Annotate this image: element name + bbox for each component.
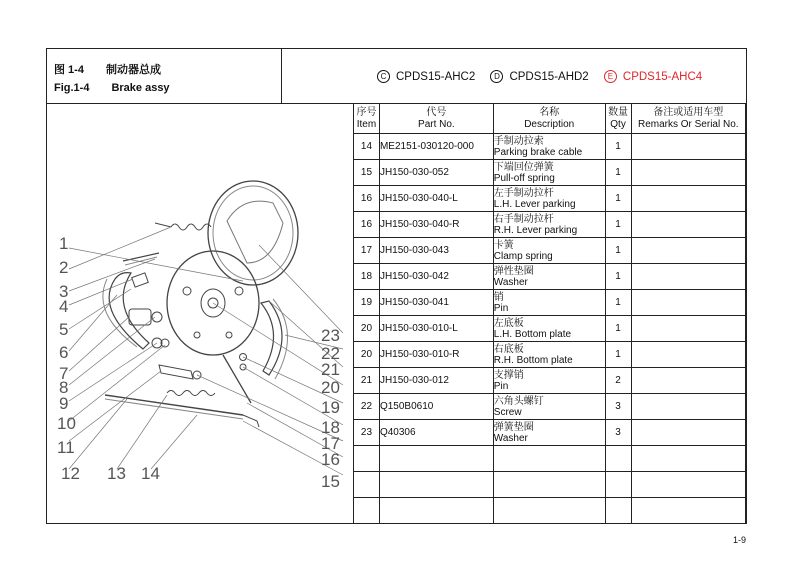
callout-10: 10: [57, 414, 76, 433]
table-row: [354, 264, 746, 290]
circle-c-icon: C: [377, 70, 390, 83]
callout-16: 16: [321, 450, 340, 469]
description-cell: [493, 134, 605, 160]
callout-21: 21: [321, 360, 340, 379]
col-item-en: Item: [356, 118, 377, 130]
qty-cell: 1: [605, 134, 631, 160]
callout-15: 15: [321, 472, 340, 491]
description-en: Clamp spring: [493, 250, 553, 262]
table-row: [354, 472, 746, 498]
model-list: [377, 70, 714, 83]
qty-cell: [605, 446, 631, 472]
callout-23: 23: [321, 326, 340, 345]
part-no-cell: JH150-030-012: [379, 368, 493, 394]
item-cell: 21: [354, 368, 380, 394]
callout-19: 19: [321, 398, 340, 417]
qty-cell: 2: [605, 368, 631, 394]
part-no-cell: JH150-030-010-L: [379, 316, 493, 342]
description-cell: [493, 160, 605, 186]
description-cell: [493, 264, 605, 290]
remarks-cell: [631, 160, 745, 186]
item-cell: [354, 472, 380, 498]
model-e: [604, 71, 708, 83]
col-qty-cn: 数量: [608, 106, 629, 118]
description-cn: 弹性垫圈: [493, 265, 534, 277]
callout-17: 17: [321, 434, 340, 453]
description-cell: [493, 212, 605, 238]
remarks-cell: [631, 134, 745, 160]
description-cell: [493, 290, 605, 316]
description-cn: 右底板: [493, 343, 524, 355]
item-cell: 17: [354, 238, 380, 264]
table-row: [354, 212, 746, 238]
col-header-part-no: [379, 104, 493, 134]
table-row: [354, 160, 746, 186]
callout-7: 7: [59, 364, 69, 383]
remarks-cell: [631, 316, 745, 342]
remarks-cell: [631, 368, 745, 394]
description-cn: 手制动拉索: [493, 135, 544, 147]
remarks-cell: [631, 446, 745, 472]
description-en: Pin: [493, 380, 509, 392]
description-cn: 支撑销: [493, 369, 524, 381]
description-cn: 六角头螺钉: [493, 395, 544, 407]
col-qty-en: Qty: [610, 118, 626, 130]
model-d: [490, 71, 594, 83]
part-no-cell: ME2151-030120-000: [379, 134, 493, 160]
col-description-en: Description: [524, 118, 575, 130]
table-row: [354, 446, 746, 472]
model-e-label: CPDS15-AHC4: [622, 71, 703, 83]
model-c-label: CPDS15-AHC2: [396, 71, 476, 83]
callout-12: 12: [61, 464, 80, 483]
description-cell: [493, 394, 605, 420]
table-row: [354, 316, 746, 342]
qty-cell: 1: [605, 316, 631, 342]
table-row: [354, 342, 746, 368]
col-header-description: [493, 104, 605, 134]
circle-e-icon: E: [604, 70, 617, 83]
description-en: R.H. Lever parking: [493, 224, 578, 236]
part-no-cell: Q40306: [379, 420, 493, 446]
col-part-no-cn: 代号: [426, 106, 447, 118]
remarks-cell: [631, 186, 745, 212]
remarks-cell: [631, 264, 745, 290]
qty-cell: 1: [605, 212, 631, 238]
description-cell: [493, 238, 605, 264]
description-cn: 右手制动拉杆: [493, 213, 554, 225]
qty-cell: 1: [605, 186, 631, 212]
part-no-cell: [379, 446, 493, 472]
description-cell: [493, 316, 605, 342]
model-c: [377, 71, 481, 83]
part-no-cell: JH150-030-042: [379, 264, 493, 290]
description-en: Pin: [493, 302, 509, 314]
part-no-cell: [379, 472, 493, 498]
figure-title-en: Fig.1-4 Brake assy: [54, 82, 170, 94]
callout-6: 6: [59, 343, 69, 362]
col-header-item: [354, 104, 380, 134]
parts-table: [353, 103, 746, 524]
qty-cell: 1: [605, 342, 631, 368]
description-cn: 销: [493, 291, 504, 303]
description-en: Screw: [493, 406, 522, 418]
item-cell: 23: [354, 420, 380, 446]
col-item-cn: 序号: [356, 106, 377, 118]
description-en: R.H. Bottom plate: [493, 354, 573, 366]
table-row: [354, 394, 746, 420]
remarks-cell: [631, 472, 745, 498]
callout-4: 4: [59, 297, 69, 316]
callout-2: 2: [59, 258, 69, 277]
description-cell: [493, 446, 605, 472]
part-no-cell: Q150B0610: [379, 394, 493, 420]
qty-cell: 1: [605, 238, 631, 264]
item-cell: 18: [354, 264, 380, 290]
header-bar: [47, 49, 746, 104]
part-no-cell: JH150-030-010-R: [379, 342, 493, 368]
callout-3: 3: [59, 282, 69, 301]
figure-title-cn: 图 1-4 制动器总成: [54, 64, 161, 76]
part-no-cell: JH150-030-041: [379, 290, 493, 316]
part-no-cell: JH150-030-040-L: [379, 186, 493, 212]
remarks-cell: [631, 238, 745, 264]
col-part-no-en: Part No.: [418, 118, 455, 130]
description-en: Washer: [493, 432, 528, 444]
remarks-cell: [631, 420, 745, 446]
page-number: 1-9: [733, 535, 747, 545]
callout-9: 9: [59, 394, 69, 413]
item-cell: 14: [354, 134, 380, 160]
brake-assembly-diagram: [47, 103, 353, 523]
description-cn: 卡簧: [493, 239, 514, 251]
callout-5: 5: [59, 320, 69, 339]
item-cell: 20: [354, 316, 380, 342]
table-row: [354, 420, 746, 446]
model-d-label: CPDS15-AHD2: [509, 71, 589, 83]
qty-cell: 3: [605, 420, 631, 446]
callout-20: 20: [321, 378, 340, 397]
item-cell: 15: [354, 160, 380, 186]
description-cell: [493, 368, 605, 394]
part-no-cell: JH150-030-040-R: [379, 212, 493, 238]
callout-1: 1: [59, 234, 69, 253]
col-header-remarks: [631, 104, 745, 134]
table-row: [354, 368, 746, 394]
figure-title-box: [47, 49, 282, 103]
description-en: L.H. Bottom plate: [493, 328, 572, 340]
page-frame: [46, 48, 747, 524]
callout-18: 18: [321, 418, 340, 437]
right-shoe-shape: [261, 301, 282, 375]
item-cell: 19: [354, 290, 380, 316]
description-cell: [493, 186, 605, 212]
qty-cell: 3: [605, 394, 631, 420]
col-header-qty: [605, 104, 631, 134]
part-no-cell: JH150-030-043: [379, 238, 493, 264]
col-remarks-en: Remarks Or Serial No.: [637, 118, 739, 130]
item-cell: [354, 446, 380, 472]
qty-cell: 1: [605, 160, 631, 186]
remarks-cell: [631, 498, 745, 524]
description-en: Pull-off spring: [493, 172, 555, 184]
callout-13: 13: [107, 464, 126, 483]
description-cn: 左手制动拉杆: [493, 187, 554, 199]
table-header-row: [354, 104, 746, 134]
description-en: Washer: [493, 276, 528, 288]
col-description-cn: 名称: [539, 106, 560, 118]
table-row: [354, 498, 746, 524]
circle-d-icon: D: [490, 70, 503, 83]
remarks-cell: [631, 290, 745, 316]
item-cell: 16: [354, 212, 380, 238]
callout-11: 11: [57, 438, 75, 457]
description-cell: [493, 472, 605, 498]
drum-cover-shape: [208, 181, 298, 285]
callout-8: 8: [59, 378, 69, 397]
remarks-cell: [631, 394, 745, 420]
callout-22: 22: [321, 344, 340, 363]
qty-cell: 1: [605, 290, 631, 316]
description-cn: 弹簧垫圈: [493, 421, 534, 433]
description-en: Parking brake cable: [493, 146, 583, 158]
item-cell: 20: [354, 342, 380, 368]
item-cell: 16: [354, 186, 380, 212]
item-cell: 22: [354, 394, 380, 420]
callout-14: 14: [141, 464, 160, 483]
part-no-cell: [379, 498, 493, 524]
item-cell: [354, 498, 380, 524]
table-row: [354, 238, 746, 264]
description-cell: [493, 420, 605, 446]
remarks-cell: [631, 212, 745, 238]
table-row: [354, 134, 746, 160]
description-cn: 下端回位弹簧: [493, 161, 554, 173]
description-en: L.H. Lever parking: [493, 198, 576, 210]
description-cell: [493, 342, 605, 368]
qty-cell: [605, 472, 631, 498]
description-cn: 左底板: [493, 317, 524, 329]
table-row: [354, 186, 746, 212]
table-row: [354, 290, 746, 316]
remarks-cell: [631, 342, 745, 368]
qty-cell: 1: [605, 264, 631, 290]
part-no-cell: JH150-030-052: [379, 160, 493, 186]
qty-cell: [605, 498, 631, 524]
description-cell: [493, 498, 605, 524]
col-remarks-cn: 备注或适用车型: [653, 106, 724, 118]
